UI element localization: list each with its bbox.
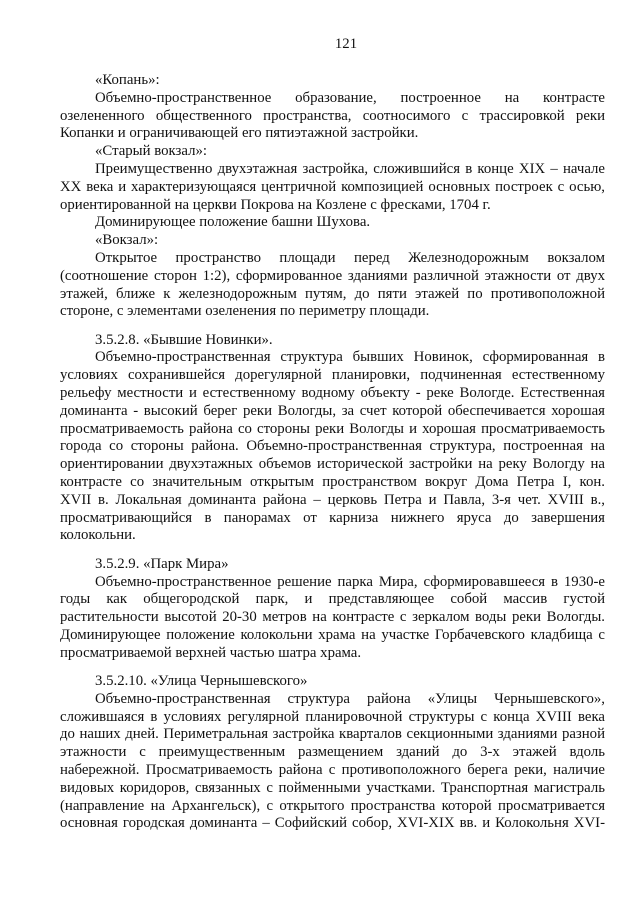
text-line: Открытое пространство площади перед Железнодорожным вокзалом [95, 249, 605, 266]
text-line: этажности с преимущественным размещением зданий до 3-х этажей вдоль [60, 744, 605, 761]
text-line: (соотношение сторон 1:2), сформированное зданиями различной этажности от двух [60, 267, 605, 284]
text-line: видовых коридоров, связанных с пойменными участками. Транспортная магистраль [60, 779, 605, 796]
text-line: Доминирующее положение колокольни храма на участке Горбачевского кладбища с [60, 626, 605, 643]
paragraph [60, 143, 605, 161]
page-number: 121 [334, 36, 358, 52]
section [60, 72, 605, 321]
text-line: этажей, ближе к железнодорожным путям, до пяти этажей по противоположной [60, 285, 605, 302]
paragraph [60, 574, 605, 663]
text-line: просматриваемость района со стороны реки Вологды и хорошая просматриваемость [60, 420, 605, 437]
text-line: рельефу местности и естественному водному объекту - реке Вологде. Естественная [60, 385, 605, 402]
text-line: Объемно-пространственная структура района «Улицы Чернышевского», [95, 690, 605, 707]
text-line: «Старый вокзал»: [95, 143, 207, 160]
text-line: XVII в. Локальная доминанта района – церковь Петра и Павла, 3-я чет. XVIII в., [60, 491, 605, 508]
text-line: просматриваемой верхней частью шатра храма. [60, 644, 362, 661]
text-line: годы как общегородской парк, и представляющее собой массив густой [60, 591, 605, 608]
text-line: ориентированной на церкви Покрова на Козлене с фресками, 1704 г. [60, 196, 491, 213]
section [60, 556, 605, 663]
text-line: Объемно-пространственное решение парка Мира, сформировавшееся в 1930-е [95, 573, 605, 590]
text-line: стороне, с элементами озеленения по периметру площади. [60, 303, 430, 320]
text-line: просматривающийся в панорамах от карниза нижнего яруса до завершения [60, 509, 605, 526]
section [60, 332, 605, 546]
text-line: сложившаяся в условиях регулярной планировочной структуры с конца XVIII века [60, 708, 605, 725]
text-line: до наших дней. Периметральная застройка кварталов секционными зданиями разной [60, 726, 605, 743]
text-line: основная городская доминанта – Софийский собор, XVI-XIX вв. и Колокольня XVI- [60, 815, 605, 832]
text-line: Объемно-пространственное образование, построенное на контрасте [95, 89, 605, 106]
paragraph [60, 90, 605, 143]
document-body [60, 72, 605, 833]
text-line: «Копань»: [95, 72, 160, 88]
text-line: города со стороны района. Объемно-пространственная структура, построенная на [60, 438, 605, 455]
text-line: условиях сохранившейся дорегулярной планировки, подчиненная естественному [60, 367, 605, 384]
text-line: «Вокзал»: [95, 232, 159, 249]
paragraph [60, 72, 605, 90]
section-heading: 3.5.2.9. «Парк Мира» [95, 555, 229, 572]
section-heading: 3.5.2.8. «Бывшие Новинки». [95, 331, 273, 348]
text-line: (направление на Архангельск), с открытого пространства которой просматривается [60, 797, 605, 814]
text-line: Копанки и ограничивающей его пятиэтажной застройки. [60, 125, 419, 142]
paragraph [60, 161, 605, 214]
text-line: Объемно-пространственная структура бывших Новинок, сформированная в [95, 349, 605, 366]
text-line: Доминирующее положение башни Шухова. [95, 214, 371, 231]
paragraph [60, 691, 605, 833]
text-line: озелененного общественного пространства, соотносимого с трассировкой реки [60, 107, 605, 124]
section-heading: 3.5.2.10. «Улица Чернышевского» [95, 673, 308, 689]
text-line: XX века и характеризующаяся центричной композицией основных построек с осью, [60, 178, 605, 195]
paragraph [60, 250, 605, 321]
text-line: растительности высотой 20-30 метров на контрасте с зеркалом воды реки Вологды. [60, 609, 605, 626]
text-line: доминанта - высокий берег реки Вологды, за счет которой обеспечивается хорошая [60, 402, 605, 419]
section [60, 673, 605, 833]
paragraph [60, 214, 605, 232]
paragraph [60, 232, 605, 250]
paragraph [60, 349, 605, 545]
text-line: контрасте со значительным открытым пространством вокруг Дома Петра I, кон. [60, 474, 605, 491]
text-line: ориентировании двухэтажных объемов исторической застройки на реку Вологду на [60, 456, 605, 473]
text-line: колокольни. [60, 527, 136, 544]
text-line: Преимущественно двухэтажная застройка, сложившийся в конце XIX – начале [95, 160, 605, 177]
text-line: набережной. Просматриваемость района с противоположного берега реки, наличие [60, 761, 605, 778]
